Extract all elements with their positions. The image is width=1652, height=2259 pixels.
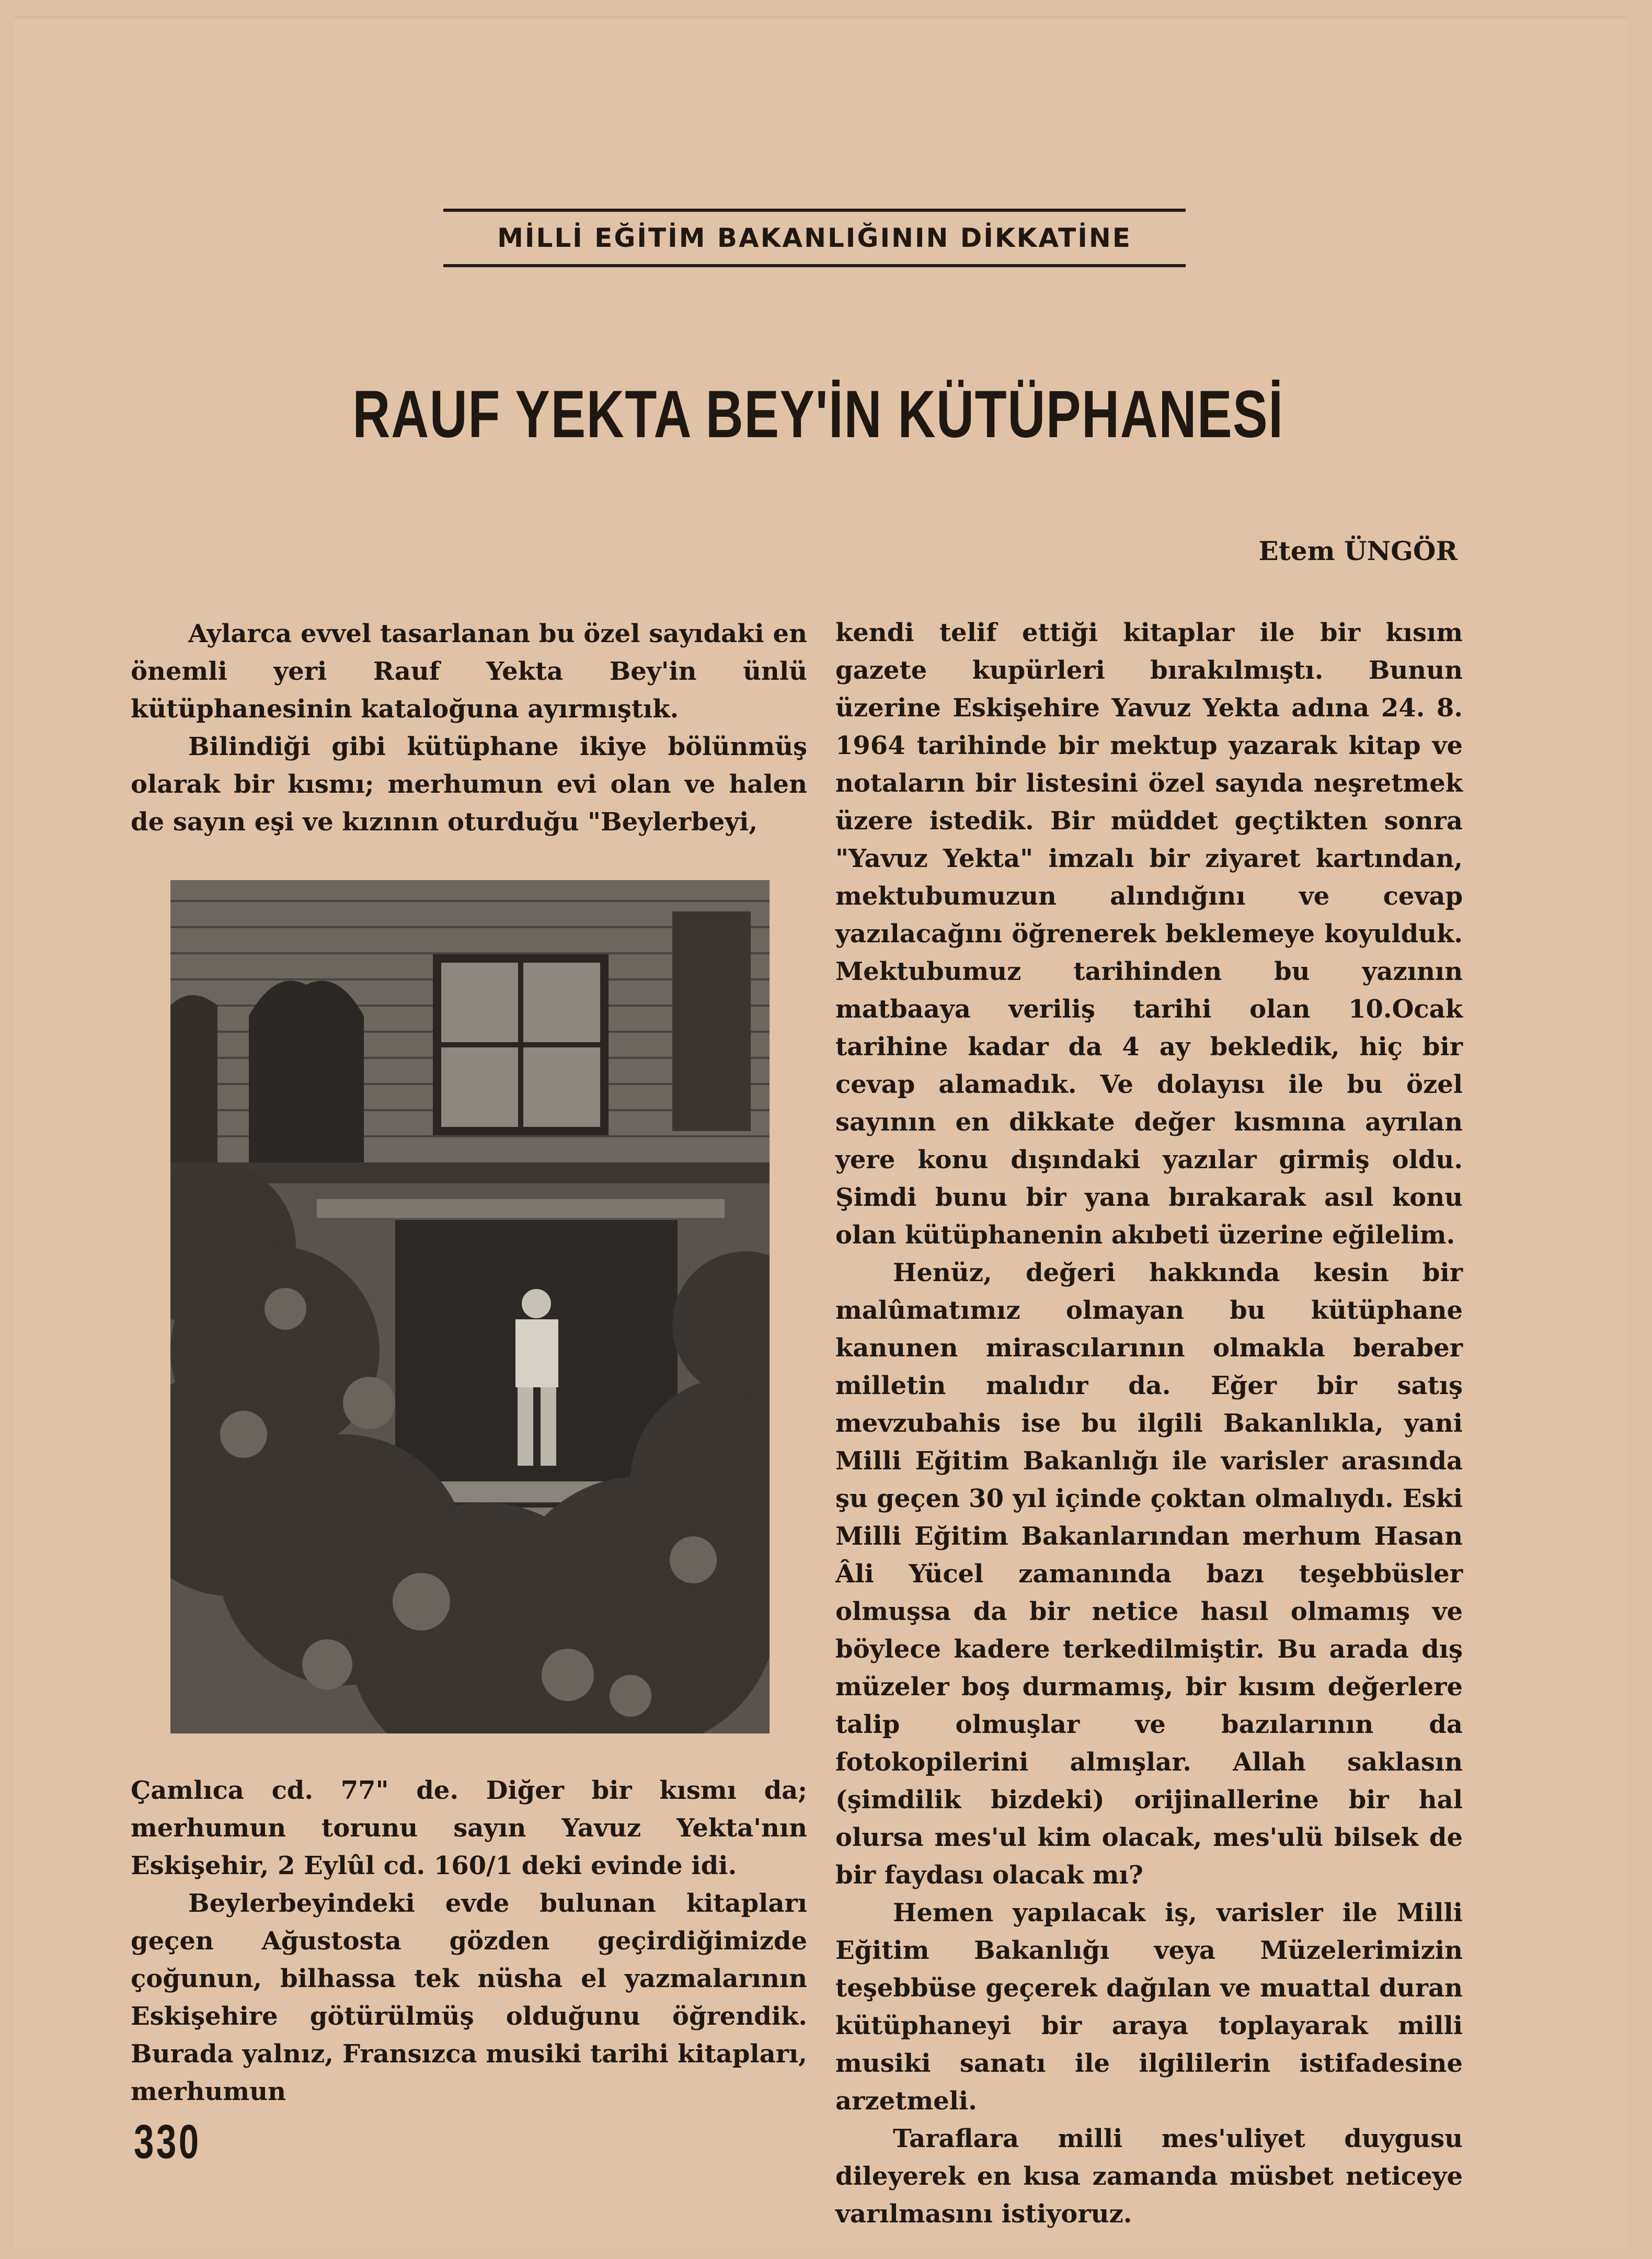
paragraph: Henüz, değeri hakkında kesin bir malûmatımız olmayan bu kütüphane kanunen mirascılarının olmakla beraber milletin malıdır da. Eğer bir satış mevzubahis ise bu ilgili Bakanlıkla, yani Milli Eğitim Bakanlığı ile varisler arasında şu geçen 30 yıl içinde çoktan olmalıydı. Eski Milli Eğitim Bakanlarından merhum Hasan Âli Yücel zamanında bazı teşebbüsler olmuşsa da bir netice hasıl olmamış ve böylece kadere terkedilmiştir. Bu arada dış müzeler boş durmamış, bir kısım değerlere talip olmuşlar ve bazılarının da fotokopilerini almışlar. Allah saklasın (şimdilik bizdeki) orijinallerine bir hal olursa mes'ul kim olacak, mes'ulü bilsek de bir faydası olacak mı? xyxy=(835,1258,1463,1890)
right-column xyxy=(835,614,1463,2233)
section-title: MİLLİ EĞİTİM BAKANLIĞININ DİKKATİNE xyxy=(497,223,1132,253)
left-column-bottom xyxy=(131,1772,807,2110)
house-photograph xyxy=(170,880,770,1733)
article-title: RAUF YEKTA BEY'İN KÜTÜPHANESİ xyxy=(352,376,1284,452)
paragraph: Hemen yapılacak iş, varisler ile Milli Eğitim Bakanlığı veya Müzelerimizin teşebbüse geçerek dağılan ve muattal duran kütüphaneyi bir araya toplayarak milli musiki sanatı ile ilgililerin istifadesine arzetmeli. xyxy=(835,1898,1463,2116)
section-header xyxy=(443,209,1186,267)
paragraph: Taraflara milli mes'uliyet duygusu dileyerek en kısa zamanda müsbet neticeye varılmasını istiyoruz. xyxy=(835,2124,1463,2229)
article-author: Etem ÜNGÖR xyxy=(1258,535,1458,566)
house-photo-illustration xyxy=(170,880,770,1733)
page-number: 330 xyxy=(134,2115,201,2169)
paragraph: Beylerbeyindeki evde bulunan kitapları geçen Ağustosta gözden geçirdiğimizde çoğunun, bilhassa tek nüsha el yazmalarının Eskişehire götürülmüş olduğunu öğrendik. Burada yalnız, Fransızca musiki tarihi kitapları, merhumun xyxy=(131,1889,807,2106)
left-column-top xyxy=(131,615,807,841)
paragraph: Bilindiği gibi kütüphane ikiye bölünmüş olarak bir kısmı; merhumun evi olan ve halen de sayın eşi ve kızının oturduğu "Beylerbeyi, xyxy=(131,732,807,837)
paragraph: kendi telif ettiği kitaplar ile bir kısım gazete kupürleri bırakılmıştı. Bunun üzerine Eskişehire Yavuz Yekta adına 24. 8. 1964 tarihinde bir mektup yazarak kitap ve notaların bir listesini özel sayıda neşretmek üzere istedik. Bir müddet geçtikten sonra "Yavuz Yekta" imzalı bir ziyaret kartından, mektubumuzun alındığını ve cevap yazılacağını öğrenerek beklemeye koyulduk. Mektubumuz tarihinden bu yazının matbaaya veriliş tarihi olan 10.Ocak tarihine kadar da 4 ay bekledik, hiç bir cevap alamadık. Ve dolayısı ile bu özel sayının en dikkate değer kısmına ayrılan yere konu dışındaki yazılar girmiş oldu. Şimdi bunu bir yana bırakarak asıl konu olan kütüphanenin akıbeti üzerine eğilelim. xyxy=(835,618,1463,1250)
paragraph: Çamlıca cd. 77" de. Diğer bir kısmı da; merhumun torunu sayın Yavuz Yekta'nın Eskişehir, 2 Eylûl cd. 160/1 deki evinde idi. xyxy=(131,1776,807,1880)
paragraph: Aylarca evvel tasarlanan bu özel sayıdaki en önemli yeri Rauf Yekta Bey'in ünlü kütüphanesinin kataloğuna ayırmıştık. xyxy=(131,619,807,724)
magazine-page xyxy=(15,16,1627,2249)
